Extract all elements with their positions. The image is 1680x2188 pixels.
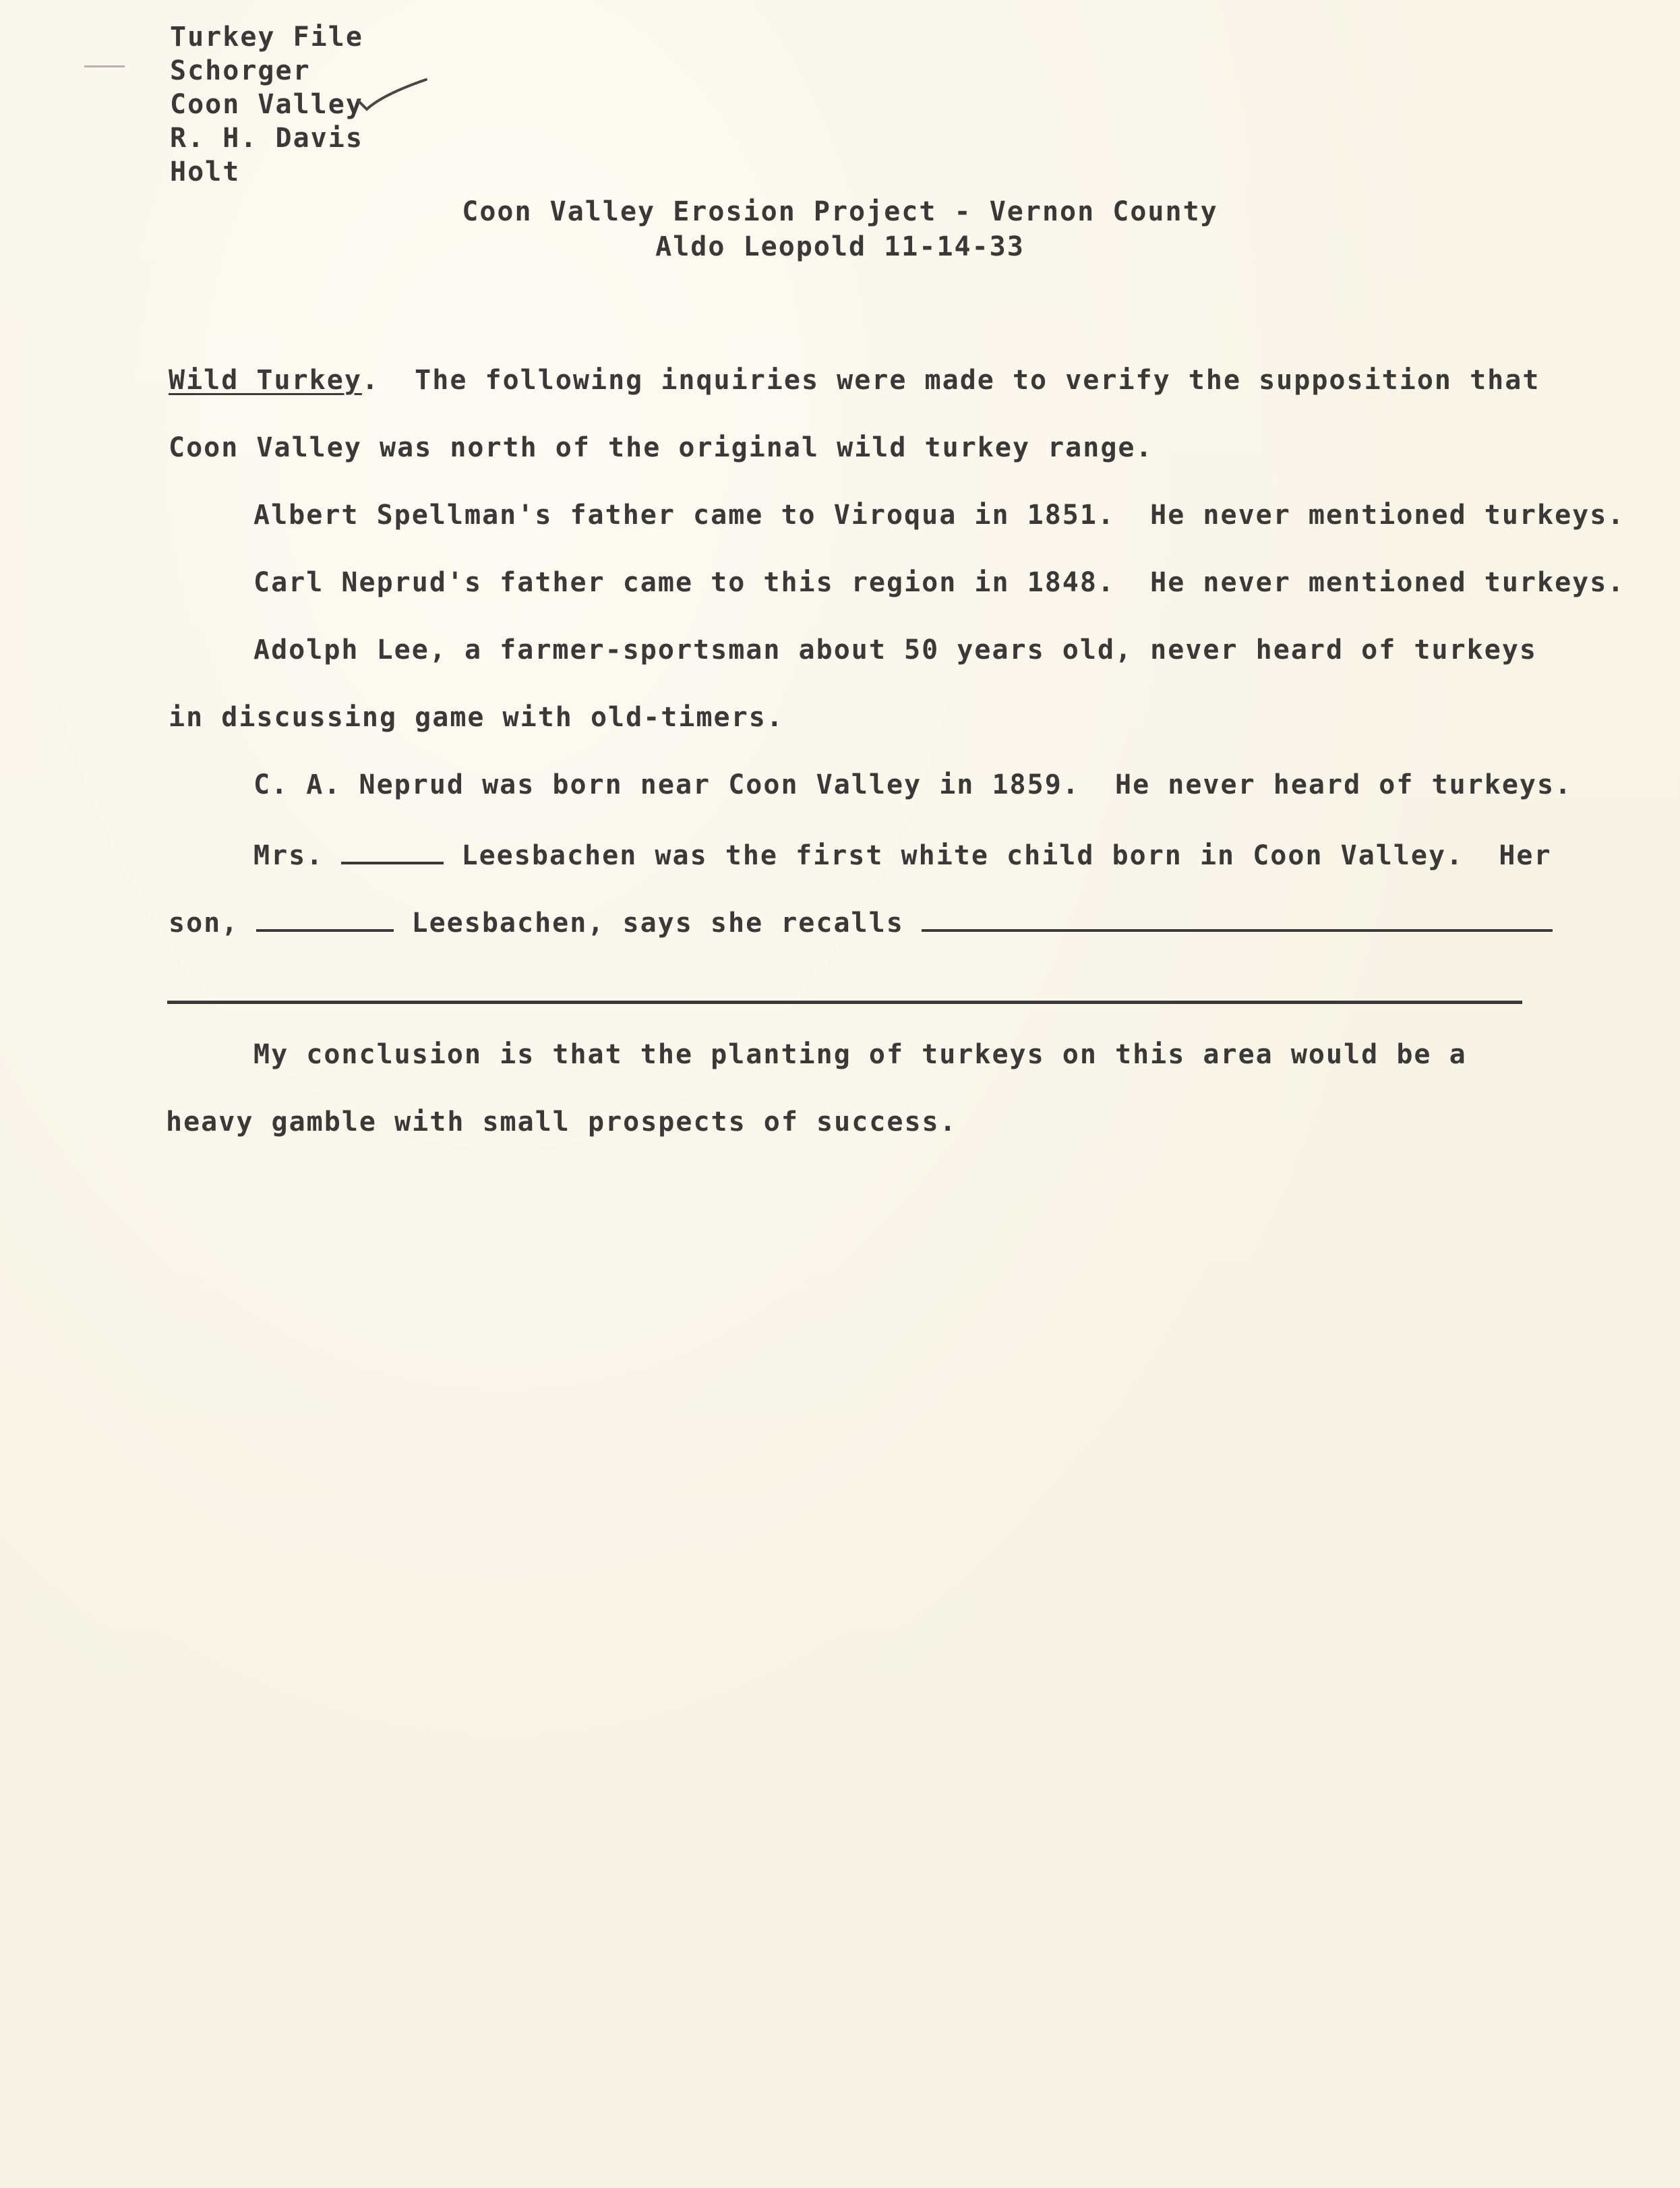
intro-line-2: Coon Valley was north of the original wild turkey range. — [169, 432, 1153, 463]
leesbachen-line-2-text: Leesbachen, says she recalls — [394, 908, 922, 939]
paragraph-lee-line-1: Adolph Lee, a farmer-sportsman about 50 years old, never heard of turkeys — [253, 634, 1537, 666]
document-header — [0, 194, 1680, 264]
blank-first-name-son — [256, 904, 394, 932]
document-title: Coon Valley Erosion Project - Vernon County — [462, 196, 1218, 227]
distribution-list — [170, 20, 363, 189]
son-label: son, — [169, 908, 239, 939]
blank-recollection-continued — [167, 1001, 1522, 1004]
intro-line-1 — [169, 364, 1540, 396]
paragraph-leesbachen-line-1 — [253, 836, 1552, 872]
blank-recollection — [922, 904, 1553, 932]
margin-pencil-mark — [84, 65, 125, 67]
paragraph-conclusion-line-1: My conclusion is that the planting of turkeys on this area would be a — [253, 1039, 1467, 1070]
blank-first-name-mrs — [341, 836, 444, 864]
paragraph-ca-neprud: C. A. Neprud was born near Coon Valley in 1859. He never heard of turkeys. — [253, 769, 1573, 800]
distribution-item-turkey-file: Turkey File — [170, 22, 363, 53]
mrs-label: Mrs. — [253, 840, 324, 871]
distribution-item-rh-davis: R. H. Davis — [170, 123, 363, 154]
paragraph-carl-neprud: Carl Neprud's father came to this region in 1848. He never mentioned turkeys. — [253, 567, 1625, 598]
paragraph-leesbachen-line-2 — [169, 904, 1553, 939]
leesbachen-line-1-text: Leesbachen was the first white child born in Coon Valley. Her — [444, 840, 1552, 871]
section-heading: Wild Turkey — [169, 365, 362, 396]
distribution-item-schorger: Schorger — [170, 55, 311, 86]
distribution-item-holt: Holt — [170, 156, 241, 187]
paragraph-spellman: Albert Spellman's father came to Viroqua in 1851. He never mentioned turkeys. — [253, 500, 1625, 531]
handwritten-check-icon — [356, 76, 430, 116]
paragraph-conclusion-line-2: heavy gamble with small prospects of success. — [166, 1106, 957, 1137]
intro-text-1: The following inquiries were made to verify the supposition that — [380, 365, 1540, 396]
section-heading-punct: . — [361, 365, 380, 396]
distribution-item-coon-valley: Coon Valley — [170, 89, 363, 120]
paragraph-lee-line-2: in discussing game with old-timers. — [169, 702, 784, 733]
document-byline: Aldo Leopold 11-14-33 — [655, 231, 1025, 262]
